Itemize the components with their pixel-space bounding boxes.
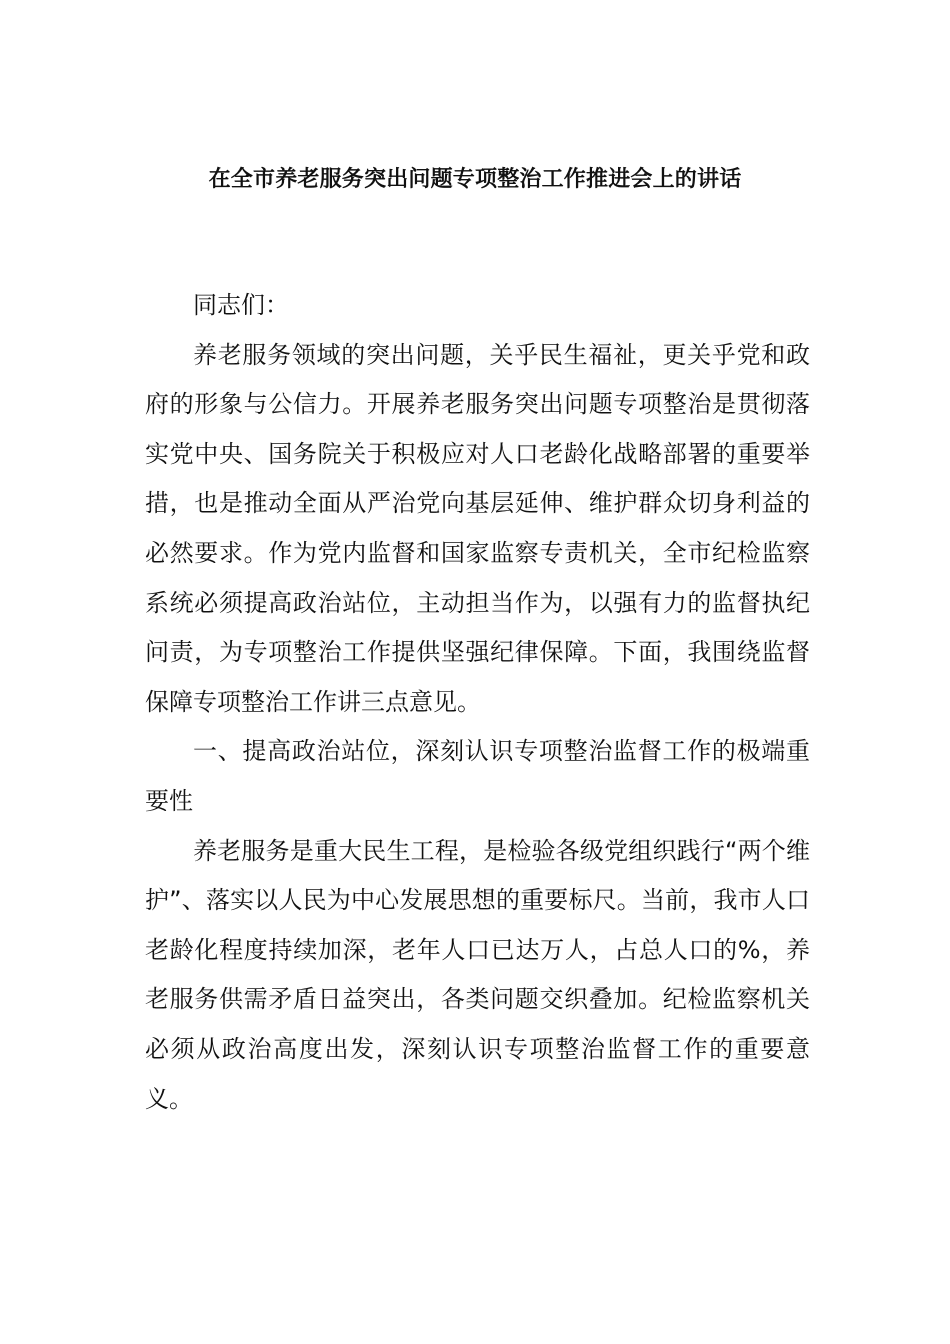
salutation: 同志们： [193,291,289,319]
document-body [145,281,810,1124]
paragraph-section-1: 养老服务是重大民生工程，是检验各级党组织践行“两个维护”、落实以人民为中心发展思想的重要标尺。当前，我市人口老龄化程度持续加深，老年人口已达万人，占总人口的%，养老服务供需矛盾日益突出，各类问题交织叠加。纪检监察机关必须从政治高度出发，深刻认识专项整治监督工作的重要意义。 [145,836,810,1113]
paragraph-intro: 养老服务领域的突出问题，关乎民生福祉，更关乎党和政府的形象与公信力。开展养老服务突出问题专项整治是贯彻落实党中央、国务院关于积极应对人口老龄化战略部署的重要举措，也是推动全面从严治党向基层延伸、维护群众切身利益的必然要求。作为党内监督和国家监察专责机关，全市纪检监察系统必须提高政治站位，主动担当作为，以强有力的监督执纪问责，为专项整治工作提供坚强纪律保障。下面，我围绕监督保障专项整治工作讲三点意见。 [145,340,810,716]
section-heading-1: 一、提高政治站位，深刻认识专项整治监督工作的极端重要性 [145,737,810,815]
document-title: 在全市养老服务突出问题专项整治工作推进会上的讲话 [208,167,742,192]
